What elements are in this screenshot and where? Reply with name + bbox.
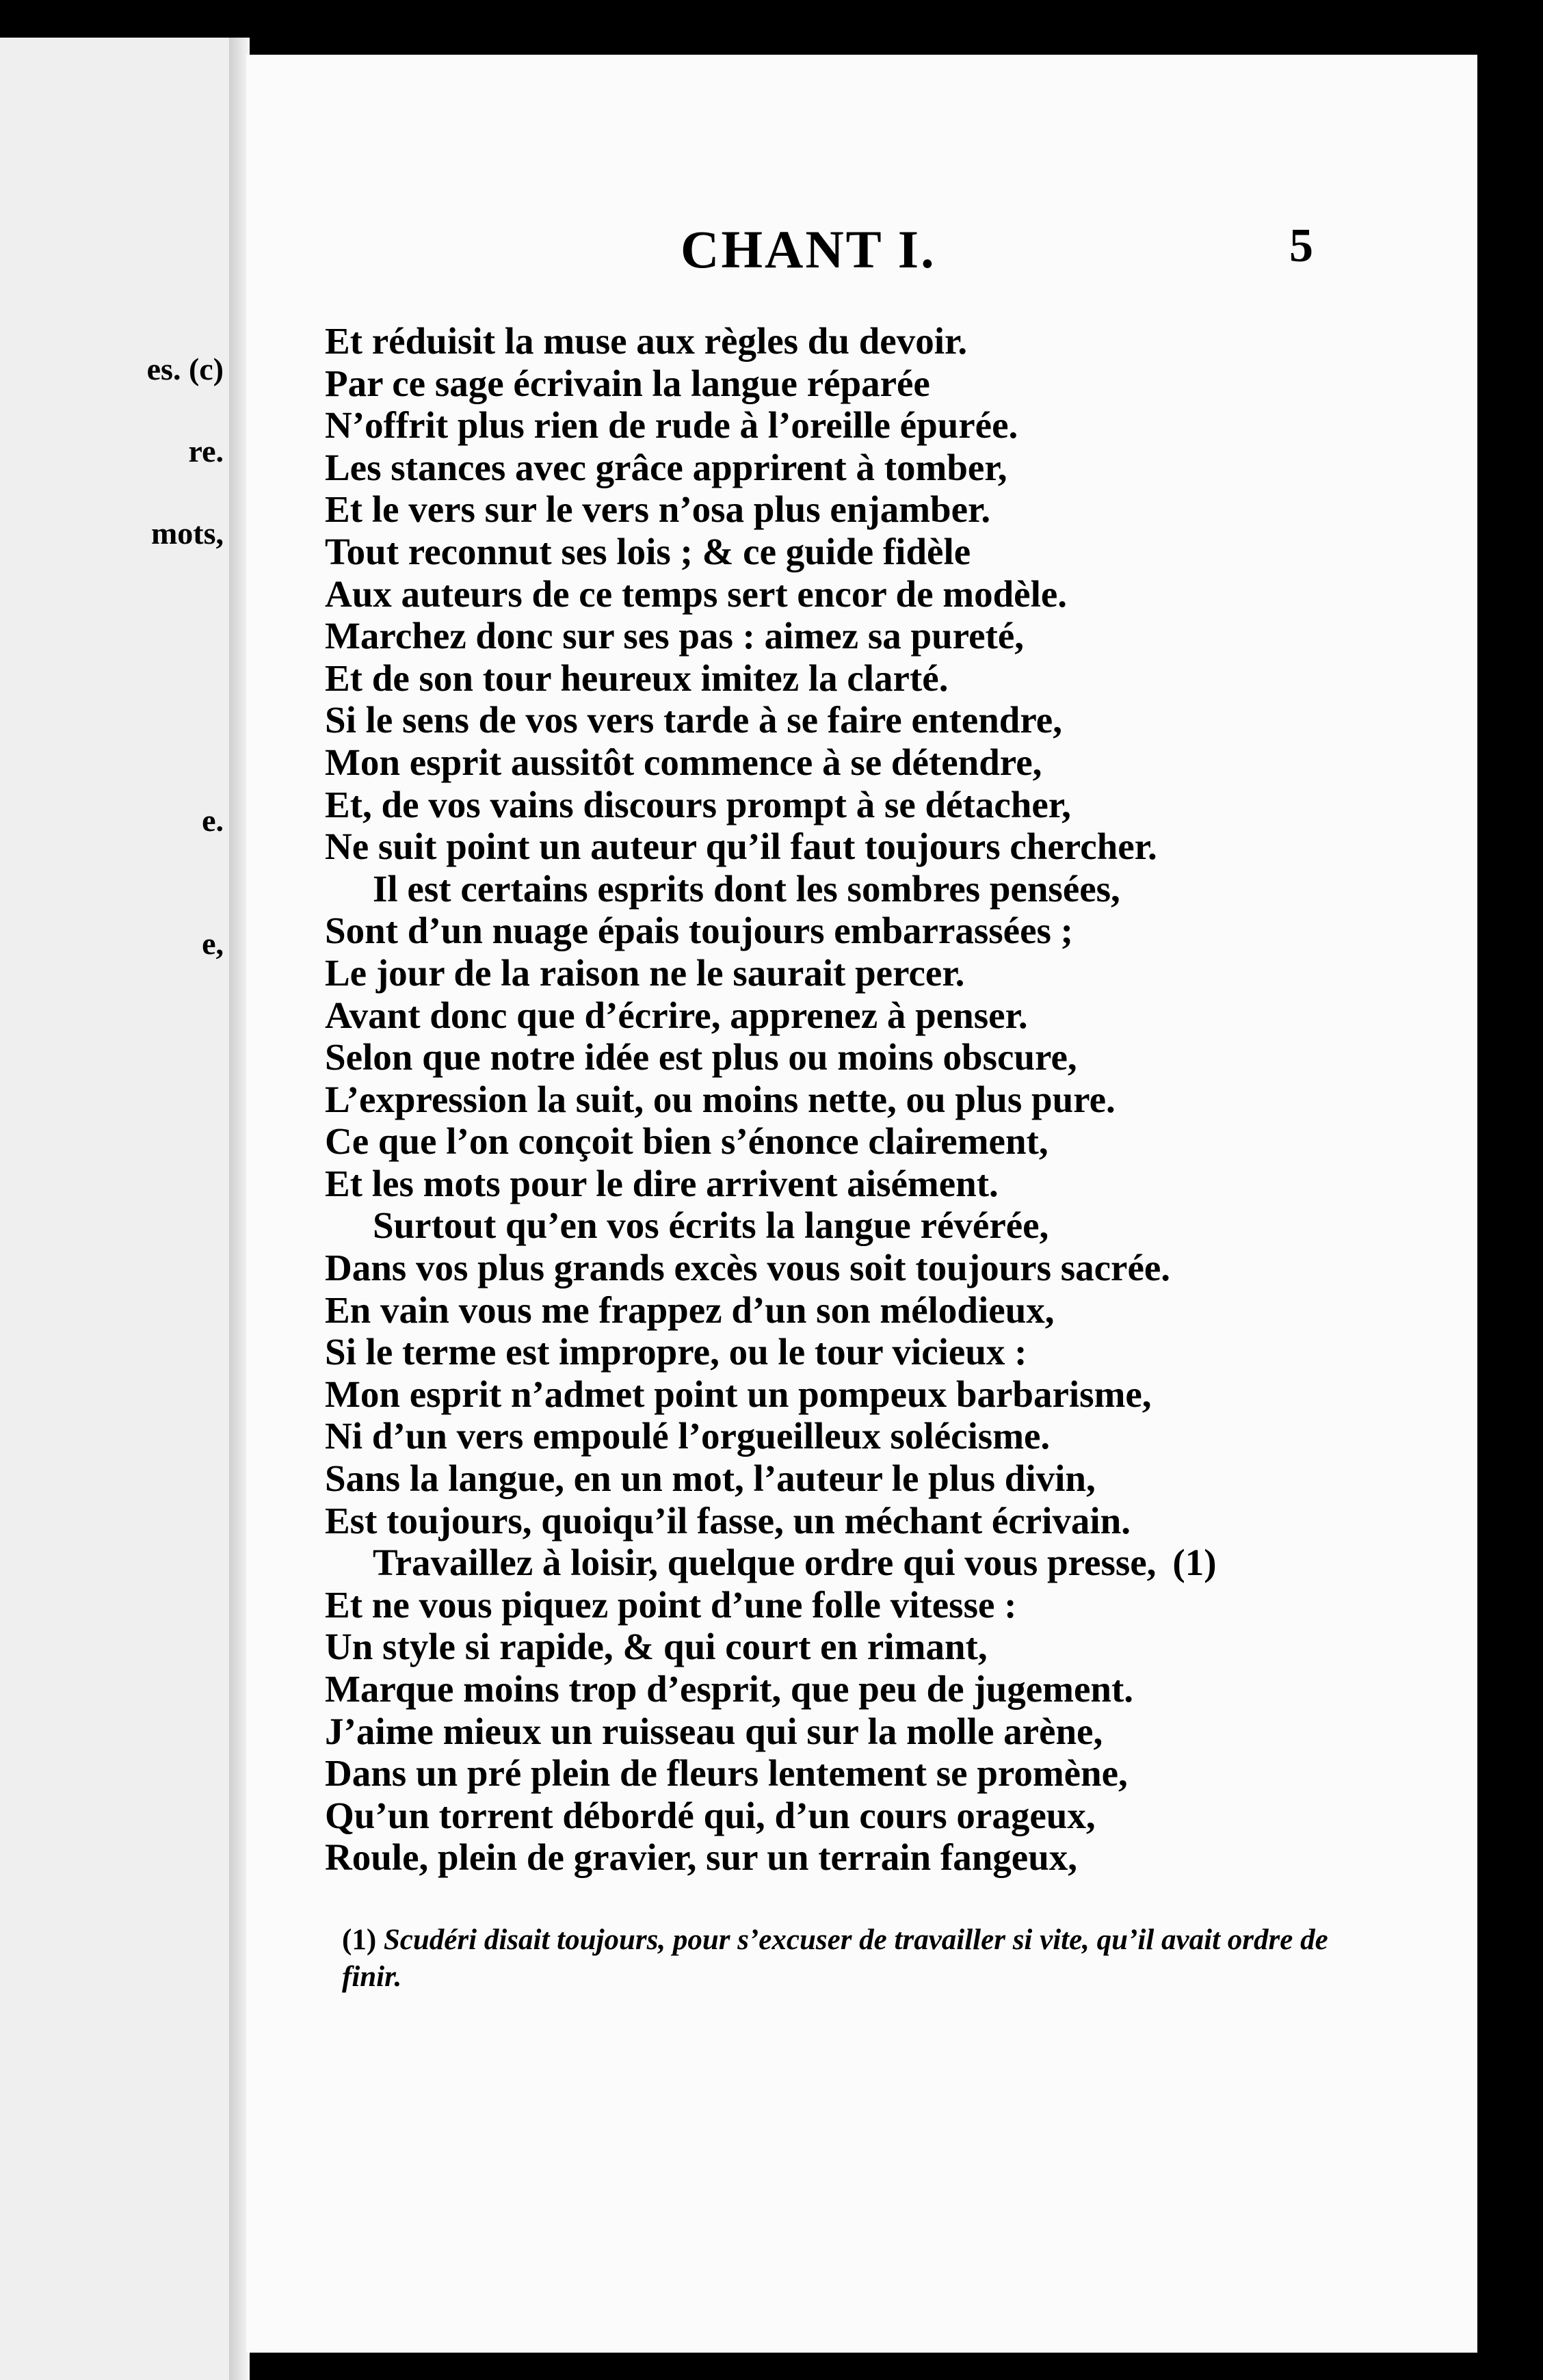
verse-line xyxy=(325,741,1378,784)
left-page-fragment xyxy=(0,1252,229,1293)
verse-line xyxy=(325,1204,1378,1247)
verse-block xyxy=(325,320,1378,1879)
verse-text: En vain vous me frappez d’un son mélodieux, xyxy=(325,1288,1055,1331)
verse-line xyxy=(325,1415,1378,1457)
footnote xyxy=(342,1922,1368,1996)
verse-text: Ni d’un vers empoulé l’orgueilleux solécisme. xyxy=(325,1415,1051,1457)
left-page-fragments xyxy=(0,349,229,1416)
left-page-fragment: mots, xyxy=(150,516,224,551)
verse-line xyxy=(325,784,1378,826)
verse-line xyxy=(325,362,1378,405)
left-page-fragment xyxy=(0,718,229,759)
verse-line xyxy=(325,1331,1378,1373)
left-page-fragment xyxy=(0,1211,229,1252)
verse-line xyxy=(325,1120,1378,1163)
verse-line xyxy=(325,952,1378,994)
verse-line xyxy=(325,1542,1378,1584)
verse-line xyxy=(325,994,1378,1037)
verse-text: Mon esprit aussitôt commence à se détendre, xyxy=(325,741,1042,783)
verse-line xyxy=(325,1457,1378,1500)
verse-text: Ce que l’on conçoit bien s’énonce clairement, xyxy=(325,1120,1049,1163)
verse-text: Et ne vous piquez point d’une folle vitesse : xyxy=(325,1583,1017,1626)
left-page-fragment xyxy=(0,882,229,923)
verse-text: Le jour de la raison ne le saurait percer. xyxy=(325,951,965,994)
verse-text: Marque moins trop d’esprit, que peu de jugement. xyxy=(325,1668,1134,1710)
verse-line xyxy=(325,1500,1378,1542)
left-page-fragment xyxy=(0,472,229,513)
verse-text: Il est certains esprits dont les sombres pensées, xyxy=(373,867,1120,910)
verse-text: Et, de vos vains discours prompt à se détacher, xyxy=(325,783,1071,825)
verse-text: Mon esprit n’admet point un pompeux barbarisme, xyxy=(325,1373,1152,1415)
verse-text: Et de son tour heureux imitez la clarté. xyxy=(325,657,949,699)
left-page-fragment: re. xyxy=(188,434,224,468)
left-page-fragment: e. xyxy=(202,803,224,838)
left-page-fragment xyxy=(0,1334,229,1375)
left-page-fragment xyxy=(0,1046,229,1087)
verse-line xyxy=(325,825,1378,868)
footnote-reference: (1) xyxy=(1172,1542,1217,1584)
left-page-fragment xyxy=(0,841,229,882)
verse-line xyxy=(325,1626,1378,1668)
verse-line xyxy=(325,447,1378,489)
verse-text: Avant donc que d’écrire, apprenez à penser. xyxy=(325,994,1028,1036)
verse-text: Les stances avec grâce apprirent à tomber, xyxy=(325,446,1007,488)
verse-line xyxy=(325,1584,1378,1626)
footnote-number: (1) xyxy=(342,1924,377,1956)
verse-text: L’expression la suit, ou moins nette, ou plus pure. xyxy=(325,1078,1116,1120)
left-page-fragment xyxy=(0,1005,229,1046)
footnote-text: Scudéri disait toujours, pour s’excuser de travailler si vite, qu’il avait ordre de finir. xyxy=(342,1924,1328,1993)
verse-line xyxy=(325,699,1378,741)
verse-text: Aux auteurs de ce temps sert encor de modèle. xyxy=(325,572,1068,615)
verse-line xyxy=(325,488,1378,531)
verse-line xyxy=(325,657,1378,700)
verse-line xyxy=(325,573,1378,616)
verse-line xyxy=(325,1247,1378,1289)
left-page-fragment xyxy=(0,1293,229,1334)
running-head: CHANT I. xyxy=(681,220,936,279)
page-number: 5 xyxy=(1289,220,1313,272)
left-page-fragment: e, xyxy=(202,926,224,961)
verse-line xyxy=(325,868,1378,910)
verse-text: Et le vers sur le vers n’osa plus enjamber. xyxy=(325,488,991,531)
left-page-fragment xyxy=(0,677,229,718)
verse-text: Surtout qu’en vos écrits la langue révérée, xyxy=(373,1204,1049,1247)
verse-line xyxy=(325,320,1378,362)
left-page-fragment xyxy=(0,636,229,677)
verse-text: Ne suit point un auteur qu’il faut toujours chercher. xyxy=(325,825,1157,868)
verse-text: Et réduisit la muse aux règles du devoir. xyxy=(325,320,968,362)
verse-text: Dans un pré plein de fleurs lentement se promène, xyxy=(325,1752,1128,1795)
verse-text: Si le sens de vos vers tarde à se faire entendre, xyxy=(325,699,1062,741)
verse-line xyxy=(325,1163,1378,1205)
left-page-fragment xyxy=(0,759,229,800)
left-page-fragment xyxy=(0,1375,229,1416)
verse-text: Sans la langue, en un mot, l’auteur le plus divin, xyxy=(325,1457,1096,1500)
verse-line xyxy=(325,1668,1378,1710)
left-page-edge xyxy=(0,38,229,2380)
left-page-fragment xyxy=(0,390,229,431)
verse-text: Un style si rapide, & qui court en rimant, xyxy=(325,1626,988,1668)
verse-text: N’offrit plus rien de rude à l’oreille épurée. xyxy=(325,404,1018,447)
left-page-fragment xyxy=(0,964,229,1005)
verse-text: Par ce sage écrivain la langue réparée xyxy=(325,362,930,404)
verse-line xyxy=(325,1795,1378,1837)
left-page-fragment: es. (c) xyxy=(146,352,224,386)
verse-text: Et les mots pour le dire arrivent aisément. xyxy=(325,1162,999,1204)
verse-text: Travaillez à loisir, quelque ordre qui vous presse, xyxy=(373,1542,1157,1584)
left-page-fragment xyxy=(0,1087,229,1128)
verse-line xyxy=(325,1373,1378,1416)
verse-text: Sont d’un nuage épais toujours embarrassées ; xyxy=(325,910,1073,952)
verse-line xyxy=(325,1079,1378,1121)
verse-text: Si le terme est impropre, ou le tour vicieux : xyxy=(325,1331,1027,1373)
left-page-fragment xyxy=(0,1128,229,1169)
verse-text: J’aime mieux un ruisseau qui sur la molle arène, xyxy=(325,1710,1103,1752)
verse-text: Tout reconnut ses lois ; & ce guide fidèle xyxy=(325,530,971,572)
verse-text: Selon que notre idée est plus ou moins obscure, xyxy=(325,1036,1077,1079)
verse-line xyxy=(325,1752,1378,1795)
verse-line xyxy=(325,1036,1378,1079)
verse-text: Qu’un torrent débordé qui, d’un cours orageux, xyxy=(325,1794,1096,1836)
verse-line xyxy=(325,531,1378,573)
verse-line xyxy=(325,615,1378,657)
left-page-fragment xyxy=(0,595,229,636)
verse-text: Est toujours, quoiqu’il fasse, un méchant écrivain. xyxy=(325,1499,1131,1542)
left-page-fragment xyxy=(0,554,229,595)
verse-text: Marchez donc sur ses pas : aimez sa pureté, xyxy=(325,615,1024,657)
verse-line xyxy=(325,404,1378,447)
left-page-fragment xyxy=(0,1169,229,1211)
verse-line xyxy=(325,1836,1378,1879)
verse-text: Roule, plein de gravier, sur un terrain fangeux, xyxy=(325,1836,1078,1879)
verse-text: Dans vos plus grands excès vous soit toujours sacrée. xyxy=(325,1247,1171,1289)
verse-line xyxy=(325,910,1378,952)
verse-line xyxy=(325,1289,1378,1332)
verse-line xyxy=(325,1710,1378,1753)
